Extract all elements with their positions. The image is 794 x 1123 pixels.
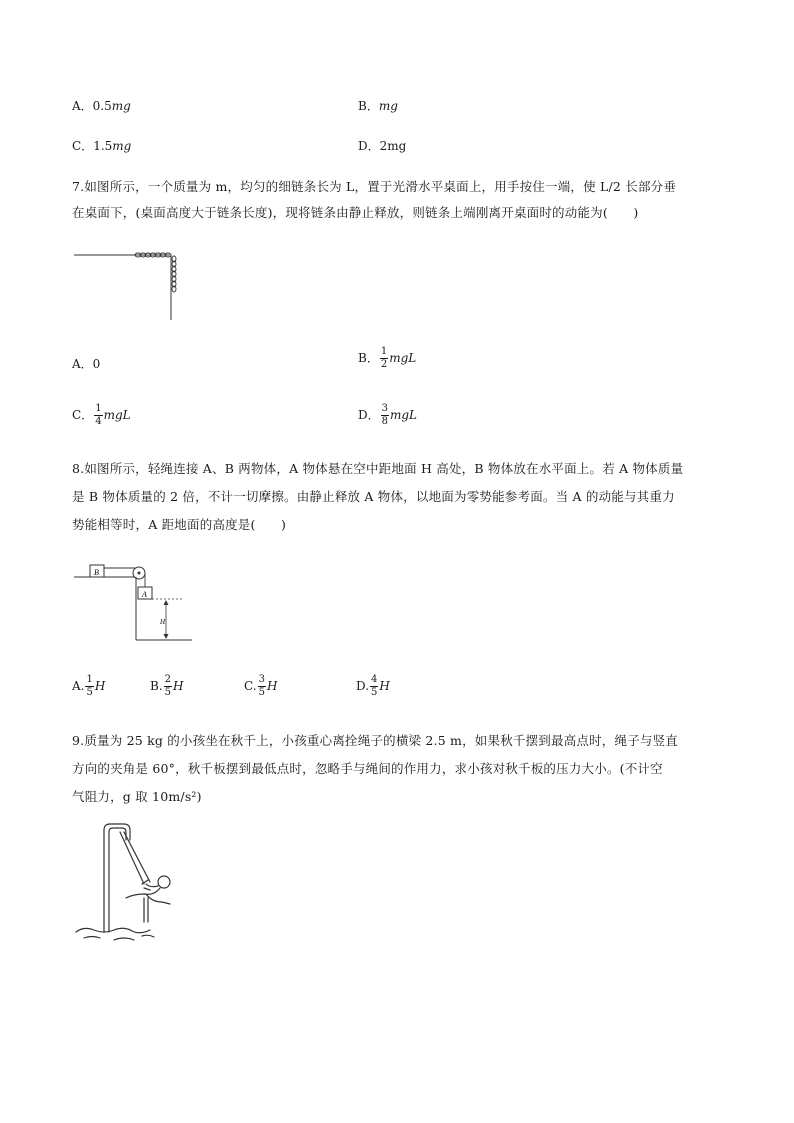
q9-swing-figure [74, 822, 184, 947]
option-value: 2mg [379, 139, 407, 153]
option-letter: A． [72, 357, 93, 371]
fraction-numerator: 1 [95, 403, 102, 414]
q8-option-a [72, 674, 105, 699]
q8-option-b [150, 674, 183, 699]
q9-stem-line-2: 方向的夹角是 60°，秋千板摆到最低点时，忽略手与绳间的作用力，求小孩对秋千板的压力大小。(不计空 [72, 761, 663, 776]
fraction [370, 674, 378, 699]
option-letter: D. [356, 679, 370, 693]
fraction-numerator: 2 [164, 674, 172, 685]
fraction-denominator: 5 [258, 687, 265, 698]
q7-option-a [72, 355, 100, 372]
fraction [94, 403, 102, 428]
q6-option-c [72, 137, 131, 154]
q8-stem-line-3: 势能相等时，A 距地面的高度是( ) [72, 517, 287, 532]
fraction-numerator: 4 [371, 674, 378, 685]
fraction [85, 674, 93, 699]
fraction-numerator: 3 [381, 403, 388, 414]
q7-chain-figure [74, 248, 184, 323]
q9-stem-line-3: 气阻力，g 取 10m/s²) [72, 789, 202, 804]
q7-option-d [358, 403, 417, 428]
fraction-denominator: 5 [371, 687, 378, 698]
label-b: B [94, 568, 99, 577]
option-italic: mg [111, 99, 131, 113]
option-letter: C. [244, 679, 257, 693]
option-italic: mg [378, 99, 398, 113]
fraction-numerator: 1 [380, 346, 388, 357]
q7-option-c [72, 403, 131, 428]
fraction [258, 674, 266, 699]
fraction [381, 403, 389, 428]
option-tail: mgL [390, 408, 418, 422]
q6-option-d [358, 137, 406, 154]
option-tail: mgL [389, 351, 417, 365]
fraction [380, 346, 388, 371]
q6-option-b [358, 97, 398, 114]
fraction-denominator: 5 [164, 687, 172, 698]
option-tail: mgL [103, 408, 131, 422]
option-letter: D． [358, 408, 380, 422]
fraction-numerator: 1 [86, 674, 93, 685]
option-letter: A. [72, 679, 85, 693]
fraction [164, 674, 172, 699]
q8-pulley-figure [74, 560, 204, 645]
option-tail: H [379, 679, 390, 693]
option-letter: C． [72, 408, 94, 422]
q9-stem-line-1: 9.质量为 25 kg 的小孩坐在秋千上，小孩重心离拴绳子的横梁 2.5 m，如果秋千摆到最高点时，绳子与竖直 [72, 733, 679, 748]
option-letter: D． [358, 139, 380, 153]
option-letter: B． [358, 351, 379, 365]
q7-stem-line-2: 在桌面下，(桌面高度大于链条长度)，现将链条由静止释放，则链条上端刚离开桌面时的动能为( ) [72, 205, 639, 220]
q8-option-d [356, 674, 390, 699]
fraction-denominator: 5 [86, 687, 93, 698]
fraction-denominator: 2 [380, 359, 388, 370]
option-letter: B. [150, 679, 163, 693]
option-tail: H [266, 679, 278, 693]
q8-stem-line-2: 是 B 物体质量的 2 倍，不计一切摩擦。由静止释放 A 物体，以地面为零势能参考面。当 A 的动能与其重力 [72, 489, 675, 504]
fraction-denominator: 8 [381, 416, 388, 427]
option-letter: A． [72, 99, 93, 113]
option-letter: C． [72, 139, 94, 153]
option-tail: H [173, 679, 184, 693]
fraction-numerator: 3 [258, 674, 265, 685]
label-h: H [160, 618, 166, 626]
fraction-denominator: 4 [95, 416, 102, 427]
q8-stem-line-1: 8.如图所示，轻绳连接 A、B 两物体，A 物体悬在空中距地面 H 高处，B 物体放在水平面上。若 A 物体质量 [72, 461, 684, 476]
option-value: 0.5 [92, 99, 112, 113]
option-value: 0 [92, 357, 101, 371]
label-a: A [142, 590, 147, 599]
q7-option-b [358, 346, 416, 371]
q8-option-c [244, 674, 277, 699]
option-letter: B． [358, 99, 379, 113]
option-tail: H [94, 679, 106, 693]
q7-stem-line-1: 7.如图所示，一个质量为 m，均匀的细链条长为 L，置于光滑水平桌面上，用手按住一端，使 L/2 长部分垂 [72, 179, 677, 194]
option-italic: mg [112, 139, 132, 153]
option-value: 1.5 [93, 139, 113, 153]
q6-option-a [72, 97, 131, 114]
